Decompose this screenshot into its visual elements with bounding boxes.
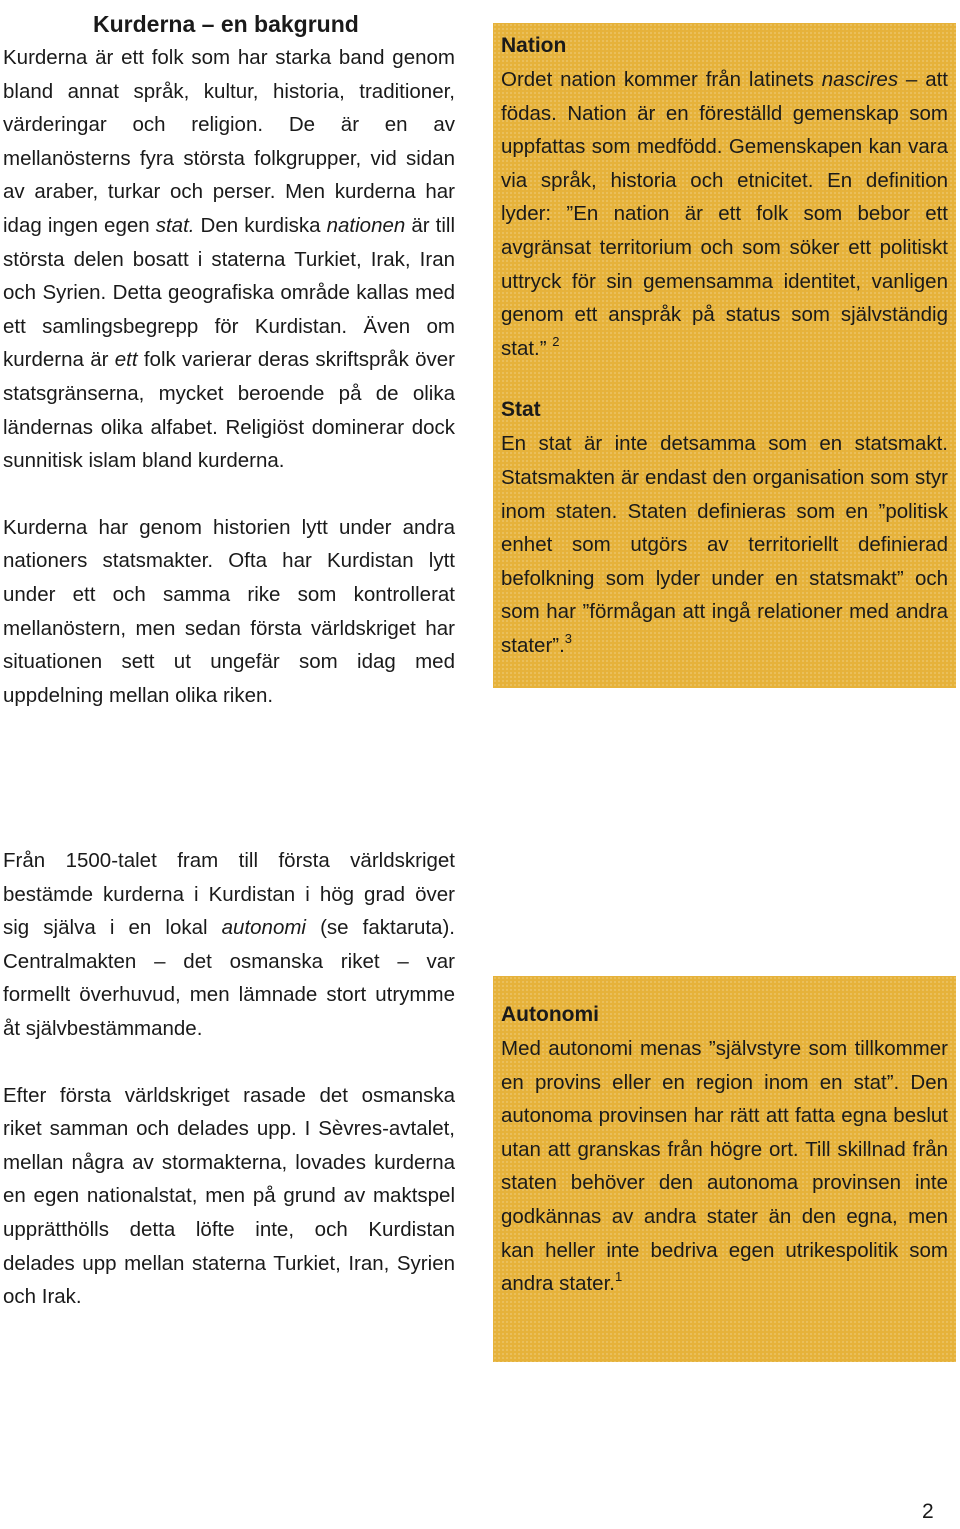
stat-heading: Stat [501, 398, 541, 422]
footnote-ref: 3 [564, 630, 573, 646]
autonomy-paragraph: Från 1500-talet fram till första världskriget bestämde kurderna i Kurdistan i hög grad över sig själva i en lokal autonomi (se faktaruta). Centralmakten – det osmanska riket – var formellt överhuvud, men lämnade stort utrymme åt självbestämmande. [3, 849, 455, 1040]
sevres-paragraph: Efter första världskriget rasade det osmanska riket samman och delades upp. I Sèvres-avtalet, mellan några av stormakterna, lovades kurderna en egen nationalstat, men på grund av maktspel upprätthölls detta löfte inte, och Kurdistan delades upp mellan staterna Turkiet, Iran, Syrien och Irak. [3, 1083, 455, 1309]
nation-heading: Nation [501, 34, 567, 57]
nation-text: Ordet nation kommer från latinets nascires – att födas. Nation är en föreställd gemenskap som uppfattas som medfödd. Gemenskapen kan vara via språk, historia och etnicitet. En definition lyder: ”En nation är ett folk som bebor ett avgränsat territorium och som söker ett politiskt uttryck för sin gemensamma identitet, vanligen genom ett anspråk på status som självständig stat.” $^2$ [501, 68, 948, 360]
page-number: 2 [922, 1500, 934, 1523]
footnote-ref: 2 [552, 333, 560, 349]
history-paragraph: Kurderna har genom historien lytt under andra nationers statsmakter. Ofta har Kurdistan lytt under ett och samma rike som kontrollerat mellanöstern, men sedan första världskriget har situationen sett ut ungefär som idag med uppdelning mellan olika riken. [3, 515, 455, 707]
fact-box-autonomi [493, 976, 956, 1362]
intro-paragraph: Kurderna är ett folk som har starka band genom bland annat språk, kultur, historia, traditioner, värderingar och religion. De är en av mellanösterns fyra största folkgrupper, vid sidan av araber, turkar och perser. Men kurderna har idag ingen egen stat. Den kurdiska nationen är till största delen bosatt i staterna Turkiet, Irak, Iran och Syrien. Detta geografiska område kallas med ett samlingsbegrepp för Kurdistan. Även om kurderna är ett folk varierar deras skriftspråk över statsgränserna, mycket beroende på de olika ländernas olika alfabet. Religiöst dominerar dock sunnitisk islam bland kurderna. [3, 46, 455, 473]
autonomi-text: Med autonomi menas ”självstyre som tillkommer en provins eller en region inom en stat”. Den autonoma provinsen har rätt att fatta egna beslut utan att granskas från högre ort. Till skillnad från staten behöver den autonoma provinsen inte godkännas av andra stater än den egna, men kan heller inte bedriva egen utrikespolitik som andra stater.$^1$ [501, 1037, 948, 1296]
page-title: Kurderna – en bakgrund [93, 11, 359, 37]
footnote-ref: 1 [614, 1269, 623, 1285]
stat-text: En stat är inte detsamma som en statsmakt. Statsmakten är endast den organisation som styr inom staten. Staten definieras som en ”politisk enhet som utgörs av territoriellt definierad befolkning som lyder under en statsmakt” och som har ”förmågan att ingå relationer med andra stater”.$^3$ [501, 432, 948, 657]
fact-box-nation-stat [493, 23, 956, 688]
history-section [3, 844, 455, 1314]
intro-section [3, 41, 455, 712]
autonomi-heading: Autonomi [501, 1003, 599, 1026]
